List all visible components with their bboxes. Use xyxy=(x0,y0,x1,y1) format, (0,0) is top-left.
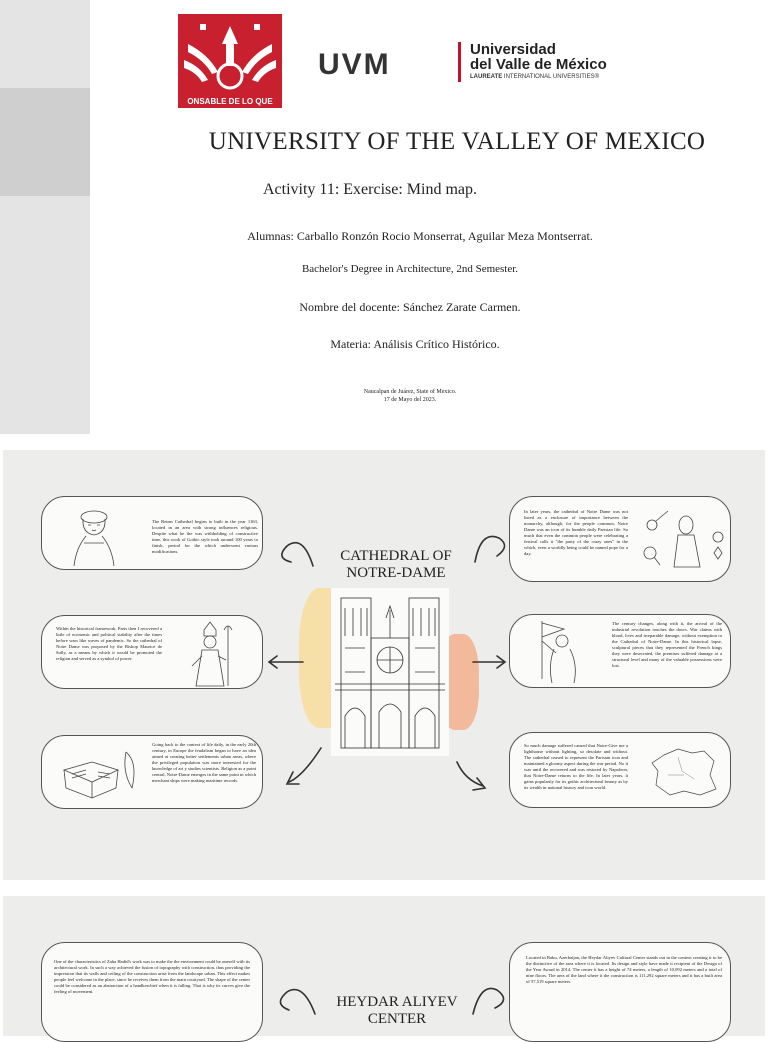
teacher-line: Nombre del docente: Sánchez Zarate Carmen. xyxy=(299,300,521,314)
date-line: 17 de Mayo del 2023. xyxy=(383,397,437,403)
connector-bottom-right xyxy=(457,762,485,790)
card-middle-right-text: The century changes, along with it, the arrival of the industrial revolution touches the doors. War claims with blood, lives and irreparable damage, without exemption to the Cathedral of Notre-Dame. In this historical lapse, sculptural pieces that they represented the French kings they were desecrated, the premises suffered damage at a structural level and many of the valuable possessions were lost. xyxy=(612,621,722,668)
uvm-tagline xyxy=(470,74,599,80)
uvm-name-line2: del Valle de México xyxy=(470,56,607,73)
students-line: Alumnas: Carballo Ronzón Rocio Monserrat, Aguilar Meza Montserrat. xyxy=(247,229,593,243)
connector-top-right xyxy=(475,536,505,562)
university-seal-logo xyxy=(178,14,282,108)
mindmap-page-heydar-aliyev xyxy=(3,896,765,1036)
connector-middle-left xyxy=(269,656,303,668)
connector-middle-right xyxy=(473,656,505,668)
mindmap-page-notre-dame xyxy=(3,450,765,880)
page-title: UNIVERSITY OF THE VALLEY OF MEXICO xyxy=(208,128,706,155)
heydar-connector-right xyxy=(473,988,504,1014)
seal-text: ONSABLE DE LO QUE xyxy=(187,97,273,106)
heydar-card-right-text: Located in Baku, Azerbaijan, the Heydar Aliyev Cultural Center stands out in the context creating it to be the distinctive of the area where it is located. Its design and style have made it recipient of the Design of the Year Award in 2014. The center it has a height of 74 meters, a length of 10,092 meters and a total of nine floors. The area of the land where it the construction is 111,292 square meters and it has a built area of 57,519 square meters. xyxy=(526,955,722,984)
card-bottom-right-text: So much damage suffered caused that Notre-Give me a lighthouse without lighting, so desolate and without. The cathedral ceased to represent the Parisian icon and maintained a gloomy aspect during the war period. No it was until the recovered and was restored by Napoleon, that Notre-Dame returns to the life. In later years, it gains popularity for its gothic architectural beauty as by its wealth in national history and icon world. xyxy=(524,743,628,790)
heydar-title-line1: HEYDAR ALIYEV xyxy=(336,994,458,1010)
card-top-left-text: The Reims Cathedral begins to built in the year 1163, located in an area with strong influences religious. Despite what he the was withholding of constructive time, this work of Gothic style took around 100 years to finish, period for the which underwent various modifications. xyxy=(152,519,258,554)
uvm-letters: UVM xyxy=(318,48,391,81)
mindmap-title-line1: CATHEDRAL OF xyxy=(340,548,452,564)
uvm-divider xyxy=(458,42,461,82)
card-bottom-left-text: Going back to the context of life daily, in the early 20th century, in Europe the feudalism began to have an idea aimed at creating better settlements urban areas, where the privileged population was more interested for the knowledge of art y studies scientists. Religion as a point central, Notre-Dame emerges in the same point in which merchant ships were making maritime records. xyxy=(152,742,256,783)
uvm-name-line1: Universidad xyxy=(470,41,556,58)
uvm-logo xyxy=(318,42,648,86)
place-date xyxy=(140,388,680,404)
mindmap-connectors xyxy=(3,450,765,880)
heydar-connectors xyxy=(3,896,765,1036)
card-middle-left-text: Within the historical framework, Paris then I recovered a little of economic and political stability after the times before wars like waves of pandemic. So the cathedral of Notre Dame was proposed by the Bishop Maurice de Sully, as a means by which it would be promoted the religion and served as a symbol of power. xyxy=(56,626,162,661)
connector-bottom-left xyxy=(287,748,321,784)
uvm-tag-bold: LAUREATE xyxy=(470,74,503,80)
degree-line: Bachelor's Degree in Architecture, 2nd Semester. xyxy=(301,263,519,275)
uvm-tag-rest: INTERNATIONAL UNIVERSITIES® xyxy=(502,74,600,80)
mindmap-title-line2: NOTRE-DAME xyxy=(346,565,446,581)
subject-line: Materia: Análisis Crítico Histórico. xyxy=(330,337,500,351)
activity-line: Activity 11: Exercise: Mind map. xyxy=(262,181,478,198)
place-line: Naucalpan de Juárez, State of Mexico. xyxy=(363,389,457,395)
page-side-bar xyxy=(0,0,90,434)
card-top-right-text: In later years, the cathedral of Notre Dame was not listed as a enclosure of importance between the monarchy, although, for the people common, Notre Dame was an icon of its humble daily Parisian life. So much that even the common people were celebrating a festival calls it "the party of the crazy ones" in the which, even a worldly being could be named pope for a day. xyxy=(524,509,628,556)
heydar-connector-left xyxy=(280,990,315,1014)
heydar-card-left-text: One of the characteristics of Zaha Hadid's work was to make the the environment could be oneself with its architectural work. In such a way achieved the fusion of topography with construction, thus providing the impression that its walls and ceiling of the construction arise from the landscape urban. This effect makes people feel welcome in the place, since he receives them from the main courtyard. The shape of the center could be considered as an abstraction of a handkerchief when it is falling. That is why its curves give the feeling of movement. xyxy=(54,959,250,994)
connector-top-left xyxy=(282,543,313,566)
uvm-name xyxy=(470,42,607,72)
heydar-title-line2: CENTER xyxy=(367,1011,427,1027)
